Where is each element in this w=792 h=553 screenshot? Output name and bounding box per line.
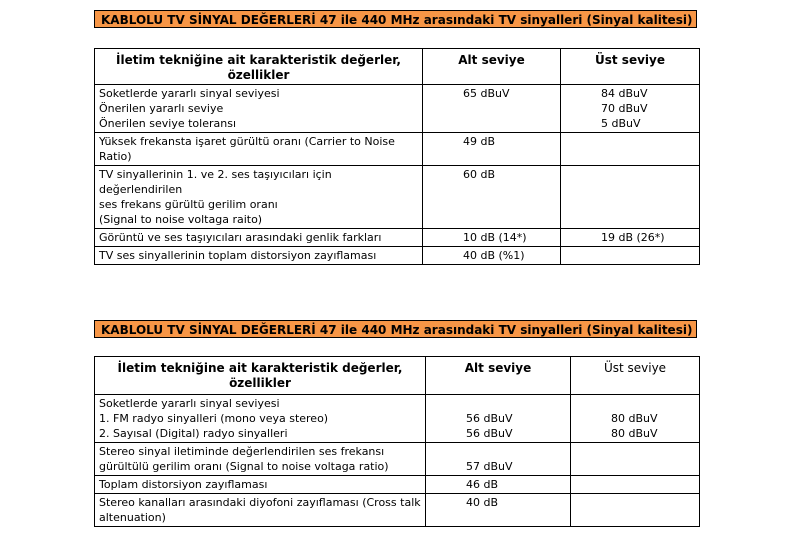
table-cell-text: 1. FM radyo sinyalleri (mono veya stereo) — [99, 412, 329, 425]
table-row — [95, 166, 700, 229]
table2-header-high: Üst seviye — [571, 357, 700, 395]
table2-title: KABLOLU TV SİNYAL DEĞERLERİ 47 ile 440 MHz arasındaki TV sinyalleri (Sinyal kalitesi) — [94, 320, 697, 338]
table1-row1-low — [423, 85, 561, 133]
table-row — [95, 247, 700, 265]
table-row — [95, 229, 700, 247]
table-cell-text: 19 dB (26*) — [601, 231, 665, 244]
table1 — [94, 48, 700, 265]
table1-row3-low — [423, 166, 561, 229]
table2-row1-low — [426, 395, 571, 443]
table1-row4-low — [423, 229, 561, 247]
table2-row1-char — [95, 395, 426, 443]
table-cell-text: 60 dB — [463, 168, 496, 181]
table2-row4-high — [571, 494, 700, 527]
table1-row5-low — [423, 247, 561, 265]
table-cell-text: 2. Sayısal (Digital) radyo sinyalleri — [99, 427, 288, 440]
table-cell-text: 57 dBuV — [466, 460, 513, 473]
table-cell-text: Stereo sinyal iletiminde değerlendirilen ses frekansı gürültülü gerilim oranı (Signal to noise voltaga ratio) — [99, 445, 389, 473]
table-row — [95, 443, 700, 476]
table-cell-text: Toplam distorsiyon zayıflaması — [99, 478, 268, 491]
table1-row3-char — [95, 166, 423, 229]
table1-row1-high — [561, 85, 700, 133]
table1-header-char: İletim tekniğine ait karakteristik değerler, özellikler — [95, 49, 423, 85]
table-row — [95, 85, 700, 133]
table1-row4-high — [561, 229, 700, 247]
table2-row1-high — [571, 395, 700, 443]
table2-row3-char — [95, 476, 426, 494]
table-cell-text: TV ses sinyallerinin toplam distorsiyon zayıflaması — [99, 249, 377, 262]
table1-row1-char — [95, 85, 423, 133]
table-cell-text — [611, 396, 695, 411]
table-cell-text: Soketlerde yararlı sinyal seviyesi — [99, 87, 280, 100]
table-cell-text: TV sinyallerinin 1. ve 2. ses taşıyıcıları için değerlendirilen — [99, 168, 332, 196]
table1-row2-char — [95, 133, 423, 166]
table-row — [95, 494, 700, 527]
table-cell-text: ses frekans gürültü gerilim oranı — [99, 198, 278, 211]
table1-header-row — [95, 49, 700, 85]
table1-row3-high — [561, 166, 700, 229]
table-row — [95, 476, 700, 494]
table1-header-low: Alt seviye — [423, 49, 561, 85]
table2-row2-low — [426, 443, 571, 476]
table-cell-text: 49 dB — [463, 135, 496, 148]
table-cell-text: 5 dBuV — [601, 117, 641, 130]
table1-row2-high — [561, 133, 700, 166]
table-cell-text: (Signal to noise voltaga raito) — [99, 213, 263, 226]
table2-row4-low — [426, 494, 571, 527]
table-cell-text: Soketlerde yararlı sinyal seviyesi — [99, 397, 280, 410]
table-cell-text: 40 dB (%1) — [463, 249, 525, 262]
table2-header-low: Alt seviye — [426, 357, 571, 395]
table1-row2-low — [423, 133, 561, 166]
table-cell-text: 10 dB (14*) — [463, 231, 527, 244]
table-cell-text: 84 dBuV — [601, 87, 648, 100]
table-cell-text: 46 dB — [466, 478, 499, 491]
table-row — [95, 133, 700, 166]
table-cell-text: 80 dBuV — [611, 412, 658, 425]
table-row — [95, 395, 700, 443]
table1-row5-char — [95, 247, 423, 265]
table-cell-text: Yüksek frekansta işaret gürültü oranı (Carrier to Noise Ratio) — [99, 135, 395, 163]
table2 — [94, 356, 700, 527]
table2-header-char: İletim tekniğine ait karakteristik değerler, özellikler — [95, 357, 426, 395]
table-cell-text: 70 dBuV — [601, 102, 648, 115]
table-cell-text: 40 dB — [466, 496, 499, 509]
table1-row5-high — [561, 247, 700, 265]
table1-header-high: Üst seviye — [561, 49, 700, 85]
table-cell-text: 56 dBuV — [466, 427, 513, 440]
table1-title: KABLOLU TV SİNYAL DEĞERLERİ 47 ile 440 MHz arasındaki TV sinyalleri (Sinyal kalitesi) — [94, 10, 697, 28]
table2-row3-high — [571, 476, 700, 494]
table2-row2-high — [571, 443, 700, 476]
table2-header-row — [95, 357, 700, 395]
table1-row4-char — [95, 229, 423, 247]
table-cell-text: Görüntü ve ses taşıyıcıları arasındaki genlik farkları — [99, 231, 382, 244]
table-cell-text: 80 dBuV — [611, 427, 658, 440]
table2-row3-low — [426, 476, 571, 494]
table-cell-text: 56 dBuV — [466, 412, 513, 425]
table-cell-text: Stereo kanalları arasındaki diyofoni zayıflaması (Cross talk altenuation) — [99, 496, 421, 524]
table2-row4-char — [95, 494, 426, 527]
table-cell-text: Önerilen yararlı seviye — [99, 102, 224, 115]
table-cell-text — [466, 396, 566, 411]
table2-row2-char — [95, 443, 426, 476]
table-cell-text: 65 dBuV — [463, 87, 510, 100]
table-cell-text: Önerilen seviye toleransı — [99, 117, 236, 130]
